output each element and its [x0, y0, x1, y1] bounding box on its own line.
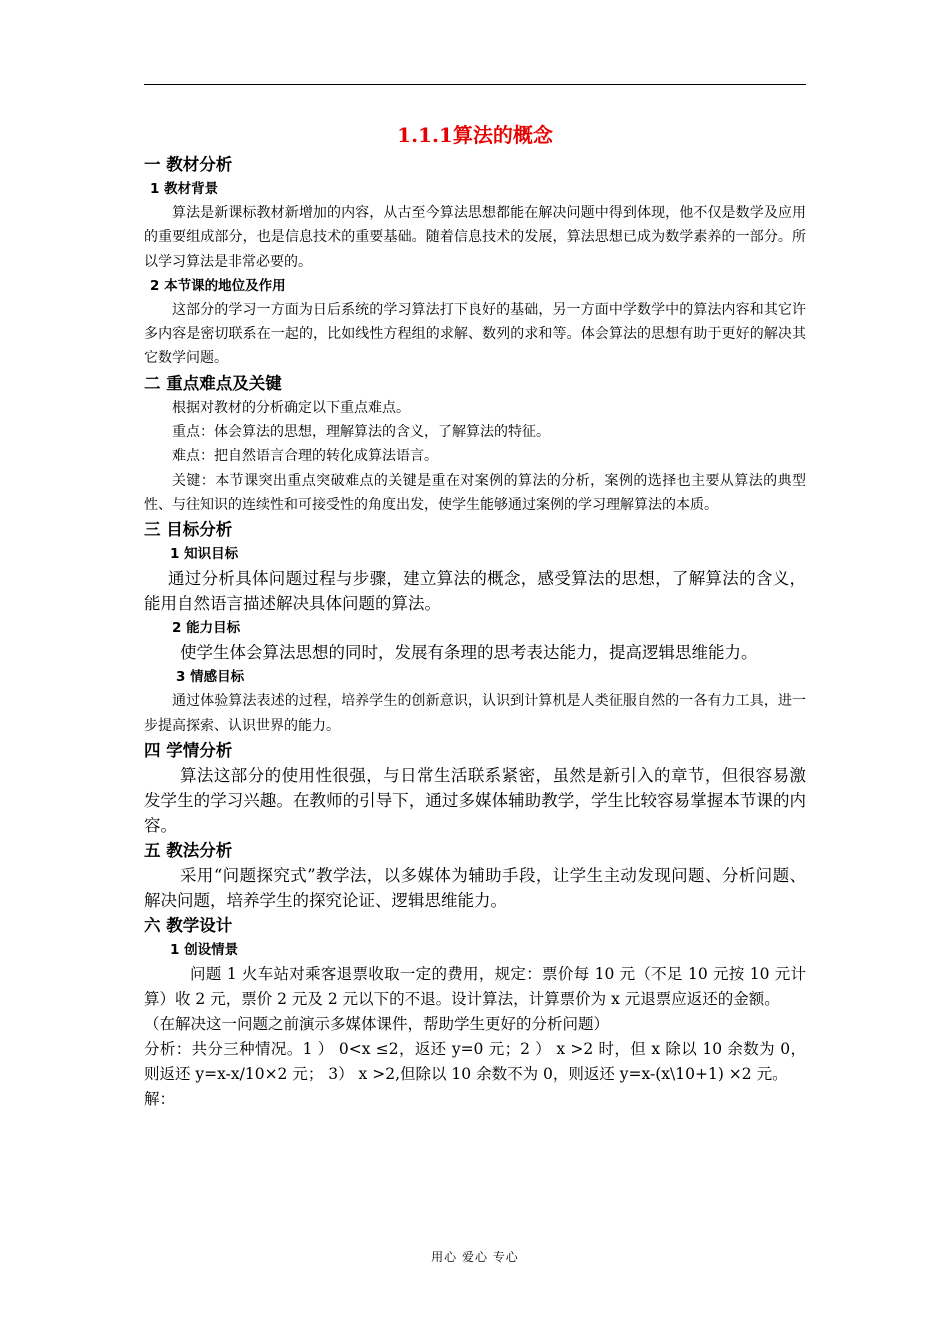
- paragraph-knowledge-goal: 通过分析具体问题过程与步骤，建立算法的概念，感受算法的思想，了解算法的含义，能用自然语言描述解决具体问题的算法。: [144, 569, 806, 614]
- subheading-scenario: 1 创设情景: [170, 941, 239, 958]
- paragraph-ability-goal: 使学生体会算法思想的同时，发展有条理的思考表达能力，提高逻辑思维能力。: [180, 643, 758, 663]
- section-heading-5: 五 教法分析: [144, 840, 233, 860]
- document-body: [144, 118, 806, 1112]
- section-heading-3: 三 目标分析: [144, 520, 233, 540]
- subheading-ability-goal: 2 能力目标: [172, 620, 241, 637]
- page-footer: 用心 爱心 专心: [431, 1250, 519, 1264]
- paragraph-key: 关键：本节课突出重点突破难点的关键是重在对案例的算法的分析，案例的选择也主要从算法的典型性、与往知识的连续性和可接受性的角度出发，使学生能够通过案例的学习理解算法的本质。: [144, 472, 806, 513]
- header-rule: [144, 84, 806, 85]
- section-heading-4: 四 学情分析: [144, 740, 233, 760]
- paragraph-background: 算法是新课标教材新增加的内容，从古至今算法思想都能在解决问题中得到体现，他不仅是数学及应用的重要组成部分，也是信息技术的重要基础。随着信息技术的发展，算法思想已成为数学素养的一部分。所以学习算法是非常必要的。: [144, 205, 806, 270]
- document-title: 1.1.1算法的概念: [397, 123, 553, 147]
- paragraph-role: 这部分的学习一方面为日后系统的学习算法打下良好的基础，另一方面中学数学中的算法内容和其它许多内容是密切联系在一起的，比如线性方程组的求解、数列的求和等。体会算法的思想有助于更好的解决其它数学问题。: [144, 301, 806, 367]
- subheading-role: 2 本节课的地位及作用: [150, 277, 286, 294]
- section-heading-2: 二 重点难点及关键: [144, 373, 282, 393]
- subheading-emotion-goal: 3 情感目标: [176, 669, 245, 686]
- paragraph-method-analysis: 采用“问题探究式”教学法，以多媒体为辅助手段，让学生主动发现问题、分析问题、解决问题，培养学生的探究论证、逻辑思维能力。: [144, 865, 806, 910]
- paragraph-student-analysis: 算法这部分的使用性很强，与日常生活联系紧密，虽然是新引入的章节，但很容易激发学生的学习兴趣。在教师的引导下，通过多媒体辅助教学，学生比较容易掌握本节课的内容。: [144, 765, 806, 835]
- subheading-knowledge-goal: 1 知识目标: [170, 546, 239, 563]
- paragraph-key-point: 重点：体会算法的思想，理解算法的含义，了解算法的特征。: [172, 424, 550, 441]
- paragraph-difficulty: 难点：把自然语言合理的转化成算法语言。: [172, 448, 438, 465]
- paragraph-note: （在解决这一问题之前演示多媒体课件，帮助学生更好的分析问题）: [144, 1014, 610, 1033]
- section-heading-1: 一 教材分析: [144, 155, 233, 174]
- section-heading-6: 六 教学设计: [144, 915, 233, 935]
- subheading-background: 1 教材背景: [150, 181, 219, 197]
- paragraph-key-intro: 根据对教材的分析确定以下重点难点。: [172, 399, 410, 416]
- paragraph-solution: 解：: [144, 1089, 176, 1108]
- paragraph-analysis: 分析：共分三种情况。1 ） 0<x ≤2，返还 y=0 元；2 ） x >2 时，但 x 除以 10 余数为 0，则返还 y=x-x/10×2 元； 3） x >2,但除以 10 余数不为 0，则返还 y=x-(x\10+1) ×2 元。: [144, 1039, 806, 1083]
- paragraph-emotion-goal: 通过体验算法表述的过程，培养学生的创新意识，认识到计算机是人类征服自然的一各有力工具，进一步提高探索、认识世界的能力。: [144, 693, 806, 734]
- paragraph-problem: 问题 1 火车站对乘客退票收取一定的费用，规定：票价每 10 元（不足 10 元按 10 元计算）收 2 元，票价 2 元及 2 元以下的不退。设计算法，计算票价为 x 元退票应返还的金额。: [144, 964, 806, 1008]
